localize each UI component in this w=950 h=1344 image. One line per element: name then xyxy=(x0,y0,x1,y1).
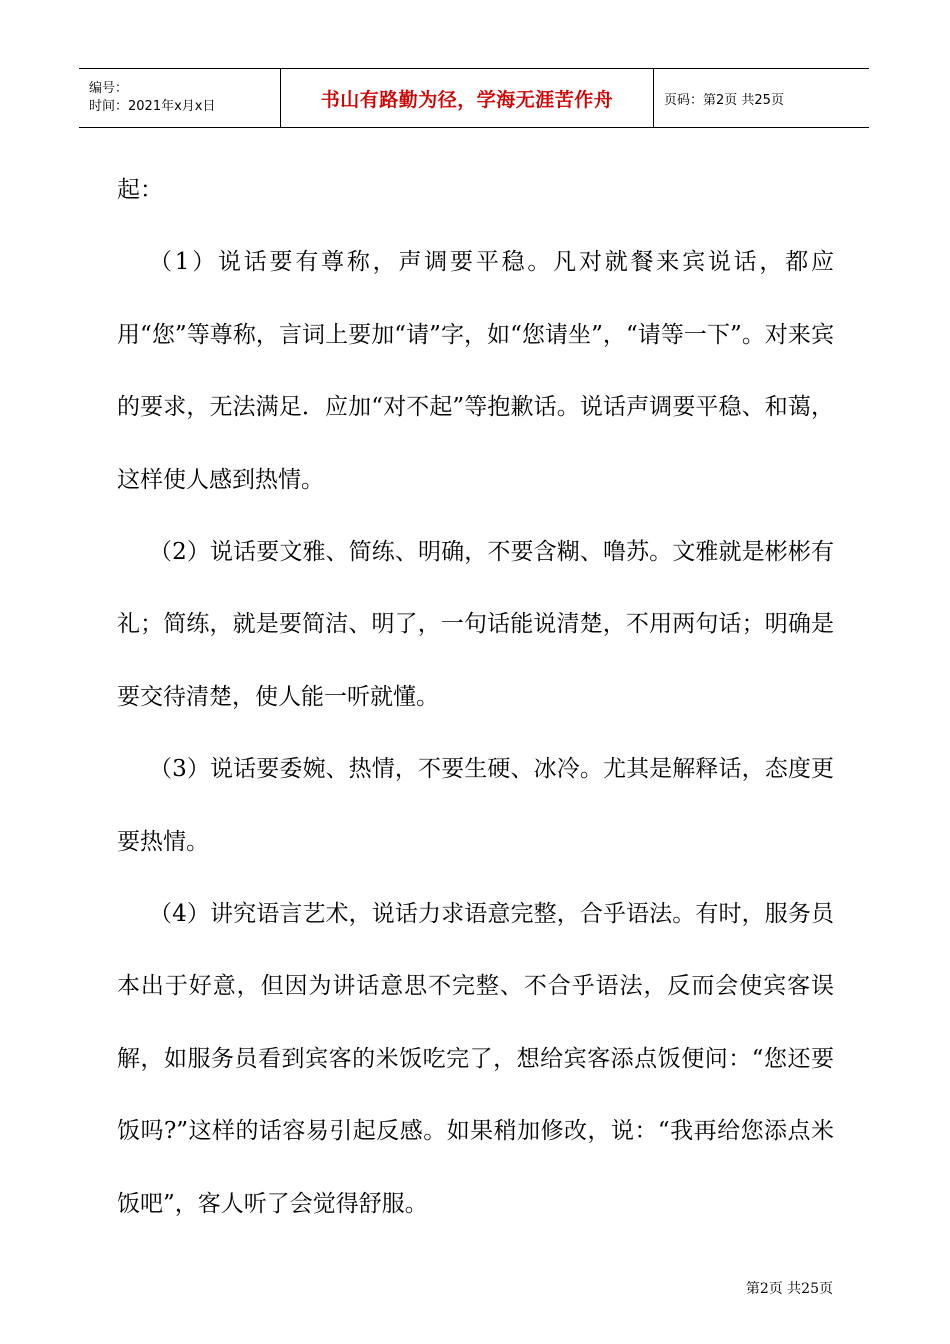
time-label: 时间：2021年x月x日 xyxy=(89,99,216,114)
serial-label: 编号： xyxy=(89,81,129,96)
paragraph-2: （2）说话要文雅、简练、明确，不要含糊、噜苏。文雅就是彬彬有礼；简练，就是要简洁、明了，一句话能说清楚，不用两句话；明确是要交待清楚，使人能一听就懂。 xyxy=(117,539,834,710)
page-header xyxy=(79,68,869,128)
header-meta xyxy=(79,69,281,127)
page-label: 页码：第2页 共25页 xyxy=(664,92,784,108)
paragraph-4: （4）讲究语言艺术，说话力求语意完整，合乎语法。有时，服务员本出于好意，但因为讲话意思不完整、不合乎语法，反而会使宾客误解，如服务员看到宾客的米饭吃完了，想给宾客添点饭便问：“您还要饭吗?”这样的话容易引起反感。如果稍加修改，说：“我再给您添点米饭吧”，客人听了会觉得舒服。 xyxy=(117,901,834,1217)
paragraph-1: （1）说话要有尊称，声调要平稳。凡对就餐来宾说话，都应用“您”等尊称，言词上要加“请”字，如“您请坐”，“请等一下”。对来宾的要求，无法满足．应加“对不起”等抱歉话。说话声调要平稳、和蔼，这样使人感到热情。 xyxy=(117,249,834,493)
header-motto xyxy=(281,69,654,127)
page-footer: 第2页 共25页 xyxy=(745,1281,833,1297)
header-page-number xyxy=(654,69,869,127)
document-body xyxy=(117,154,834,1240)
motto-text: 书山有路勤为径，学海无涯苦作舟 xyxy=(320,88,614,111)
paragraph-3: （3）说话要委婉、热情，不要生硬、冰冷。尤其是解释话，态度更要热情。 xyxy=(117,756,834,855)
paragraph-continuation: 起： xyxy=(117,177,163,203)
